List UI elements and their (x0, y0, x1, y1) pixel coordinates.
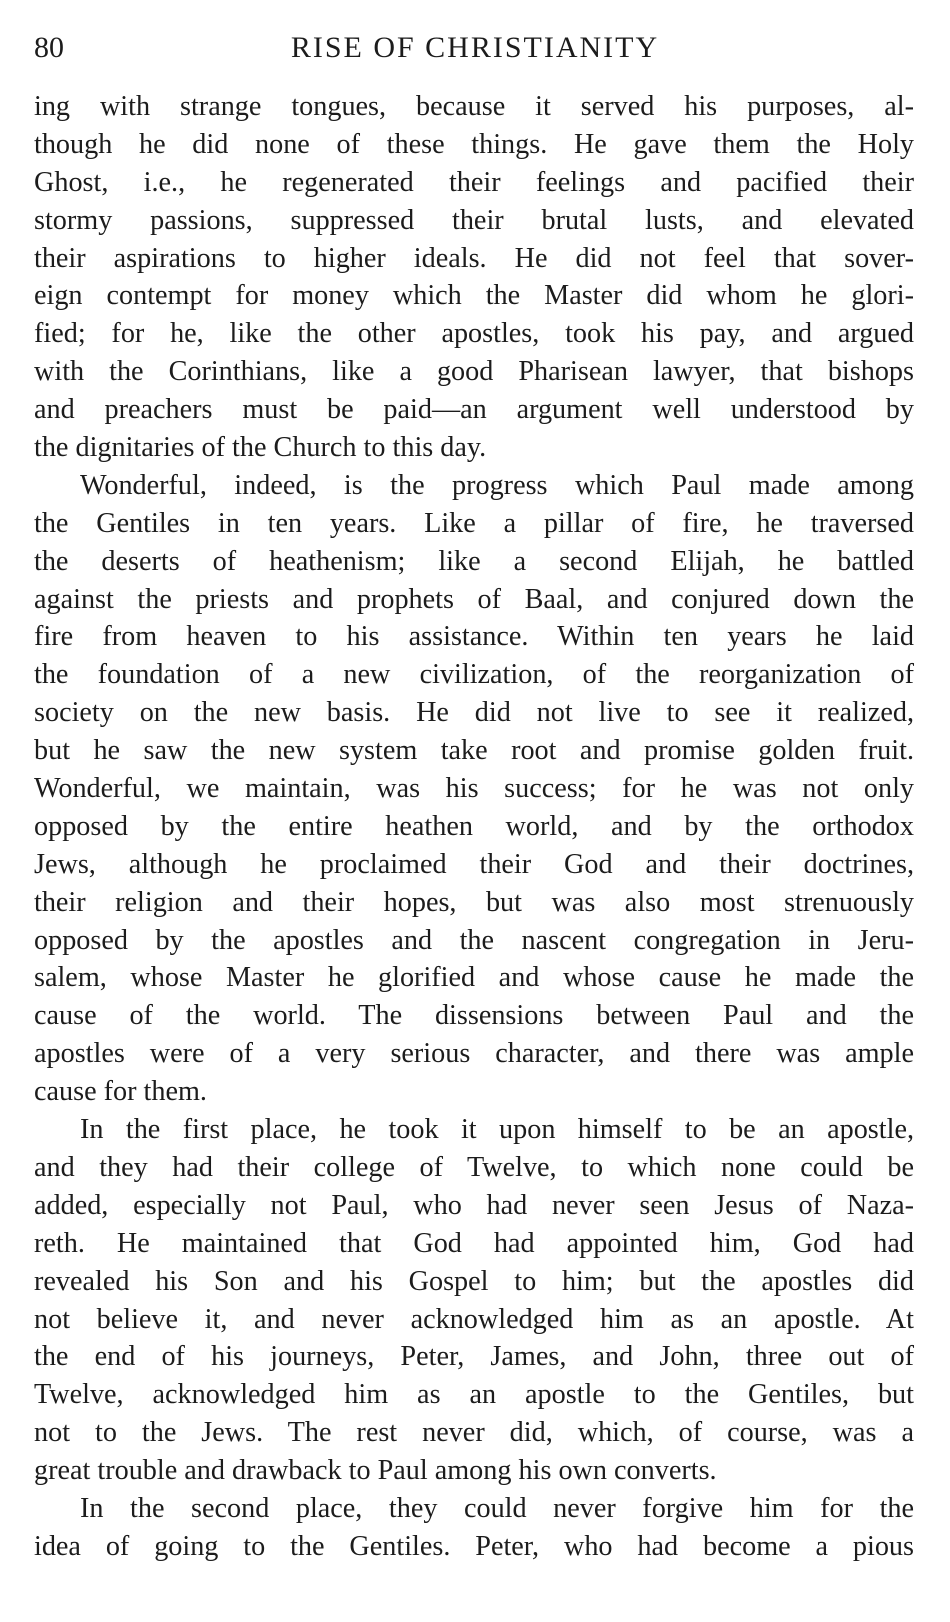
text-line: the Gentiles in ten years. Like a pillar of fire, he traversed (34, 507, 914, 539)
text-line: their aspirations to higher ideals. He did not feel that sover- (34, 242, 914, 274)
paragraph (34, 1490, 914, 1566)
text-line: cause for them. (34, 1076, 207, 1108)
text-line: cause of the world. The dissensions between Paul and the (34, 1000, 914, 1032)
text-line: and they had their college of Twelve, to which none could be (34, 1151, 914, 1183)
text-line: but he saw the new system take root and promise golden fruit. (34, 735, 914, 767)
text-line: their religion and their hopes, but was also most strenuously (34, 886, 914, 918)
text-line: fied; for he, like the other apostles, took his pay, and argued (34, 318, 914, 350)
text-line: opposed by the apostles and the nascent congregation in Jeru- (34, 924, 914, 956)
text-line: stormy passions, suppressed their brutal lusts, and elevated (34, 204, 914, 236)
text-line: opposed by the entire heathen world, and by the orthodox (34, 810, 914, 842)
text-line: and preachers must be paid—an argument well understood by (34, 394, 914, 426)
paragraph (34, 88, 914, 467)
text-line: Wonderful, we maintain, was his success; for he was not only (34, 773, 914, 805)
text-line: Twelve, acknowledged him as an apostle to the Gentiles, but (34, 1379, 914, 1411)
text-line: revealed his Son and his Gospel to him; but the apostles did (34, 1265, 914, 1297)
text-line: the dignitaries of the Church to this day. (34, 432, 487, 464)
text-line: reth. He maintained that God had appointed him, God had (34, 1227, 914, 1259)
text-line: Ghost, i.e., he regenerated their feelings and pacified their (34, 166, 914, 198)
text-line: In the second place, they could never forgive him for the (80, 1492, 914, 1524)
body-text (34, 88, 914, 1566)
text-line: ing with strange tongues, because it served his purposes, al- (34, 91, 914, 122)
text-line: not to the Jews. The rest never did, which, of course, was a (34, 1417, 914, 1449)
text-line: added, especially not Paul, who had never seen Jesus of Naza- (34, 1189, 914, 1221)
page-number: 80 (34, 31, 64, 64)
running-title: RISE OF CHRISTIANITY (290, 31, 660, 64)
text-line: Wonderful, indeed, is the progress which Paul made among (80, 469, 914, 501)
paragraph (34, 467, 914, 1111)
text-line: In the first place, he took it upon himself to be an apostle, (80, 1114, 914, 1146)
text-line: Jews, although he proclaimed their God and their doctrines, (34, 848, 914, 880)
text-line: great trouble and drawback to Paul among his own converts. (34, 1455, 717, 1487)
text-line: against the priests and prophets of Baal, and conjured down the (34, 583, 914, 615)
text-line: the end of his journeys, Peter, James, and John, three out of (34, 1341, 914, 1373)
text-line: fire from heaven to his assistance. Within ten years he laid (34, 621, 914, 653)
text-line: the deserts of heathenism; like a second Elijah, he battled (34, 545, 914, 577)
text-line: apostles were of a very serious character, and there was ample (34, 1038, 914, 1070)
text-line: salem, whose Master he glorified and whose cause he made the (34, 962, 914, 994)
text-line: idea of going to the Gentiles. Peter, who had become a pious (34, 1530, 914, 1562)
text-line: though he did none of these things. He gave them the Holy (34, 128, 914, 160)
text-line: with the Corinthians, like a good Pharisean lawyer, that bishops (34, 356, 914, 388)
text-line: the foundation of a new civilization, of the reorganization of (34, 659, 914, 691)
text-line: society on the new basis. He did not live to see it realized, (34, 697, 914, 729)
text-line: eign contempt for money which the Master did whom he glori- (34, 280, 914, 312)
text-line: not believe it, and never acknowledged him as an apostle. At (34, 1303, 914, 1335)
running-head (34, 26, 916, 70)
paragraph (34, 1111, 914, 1490)
